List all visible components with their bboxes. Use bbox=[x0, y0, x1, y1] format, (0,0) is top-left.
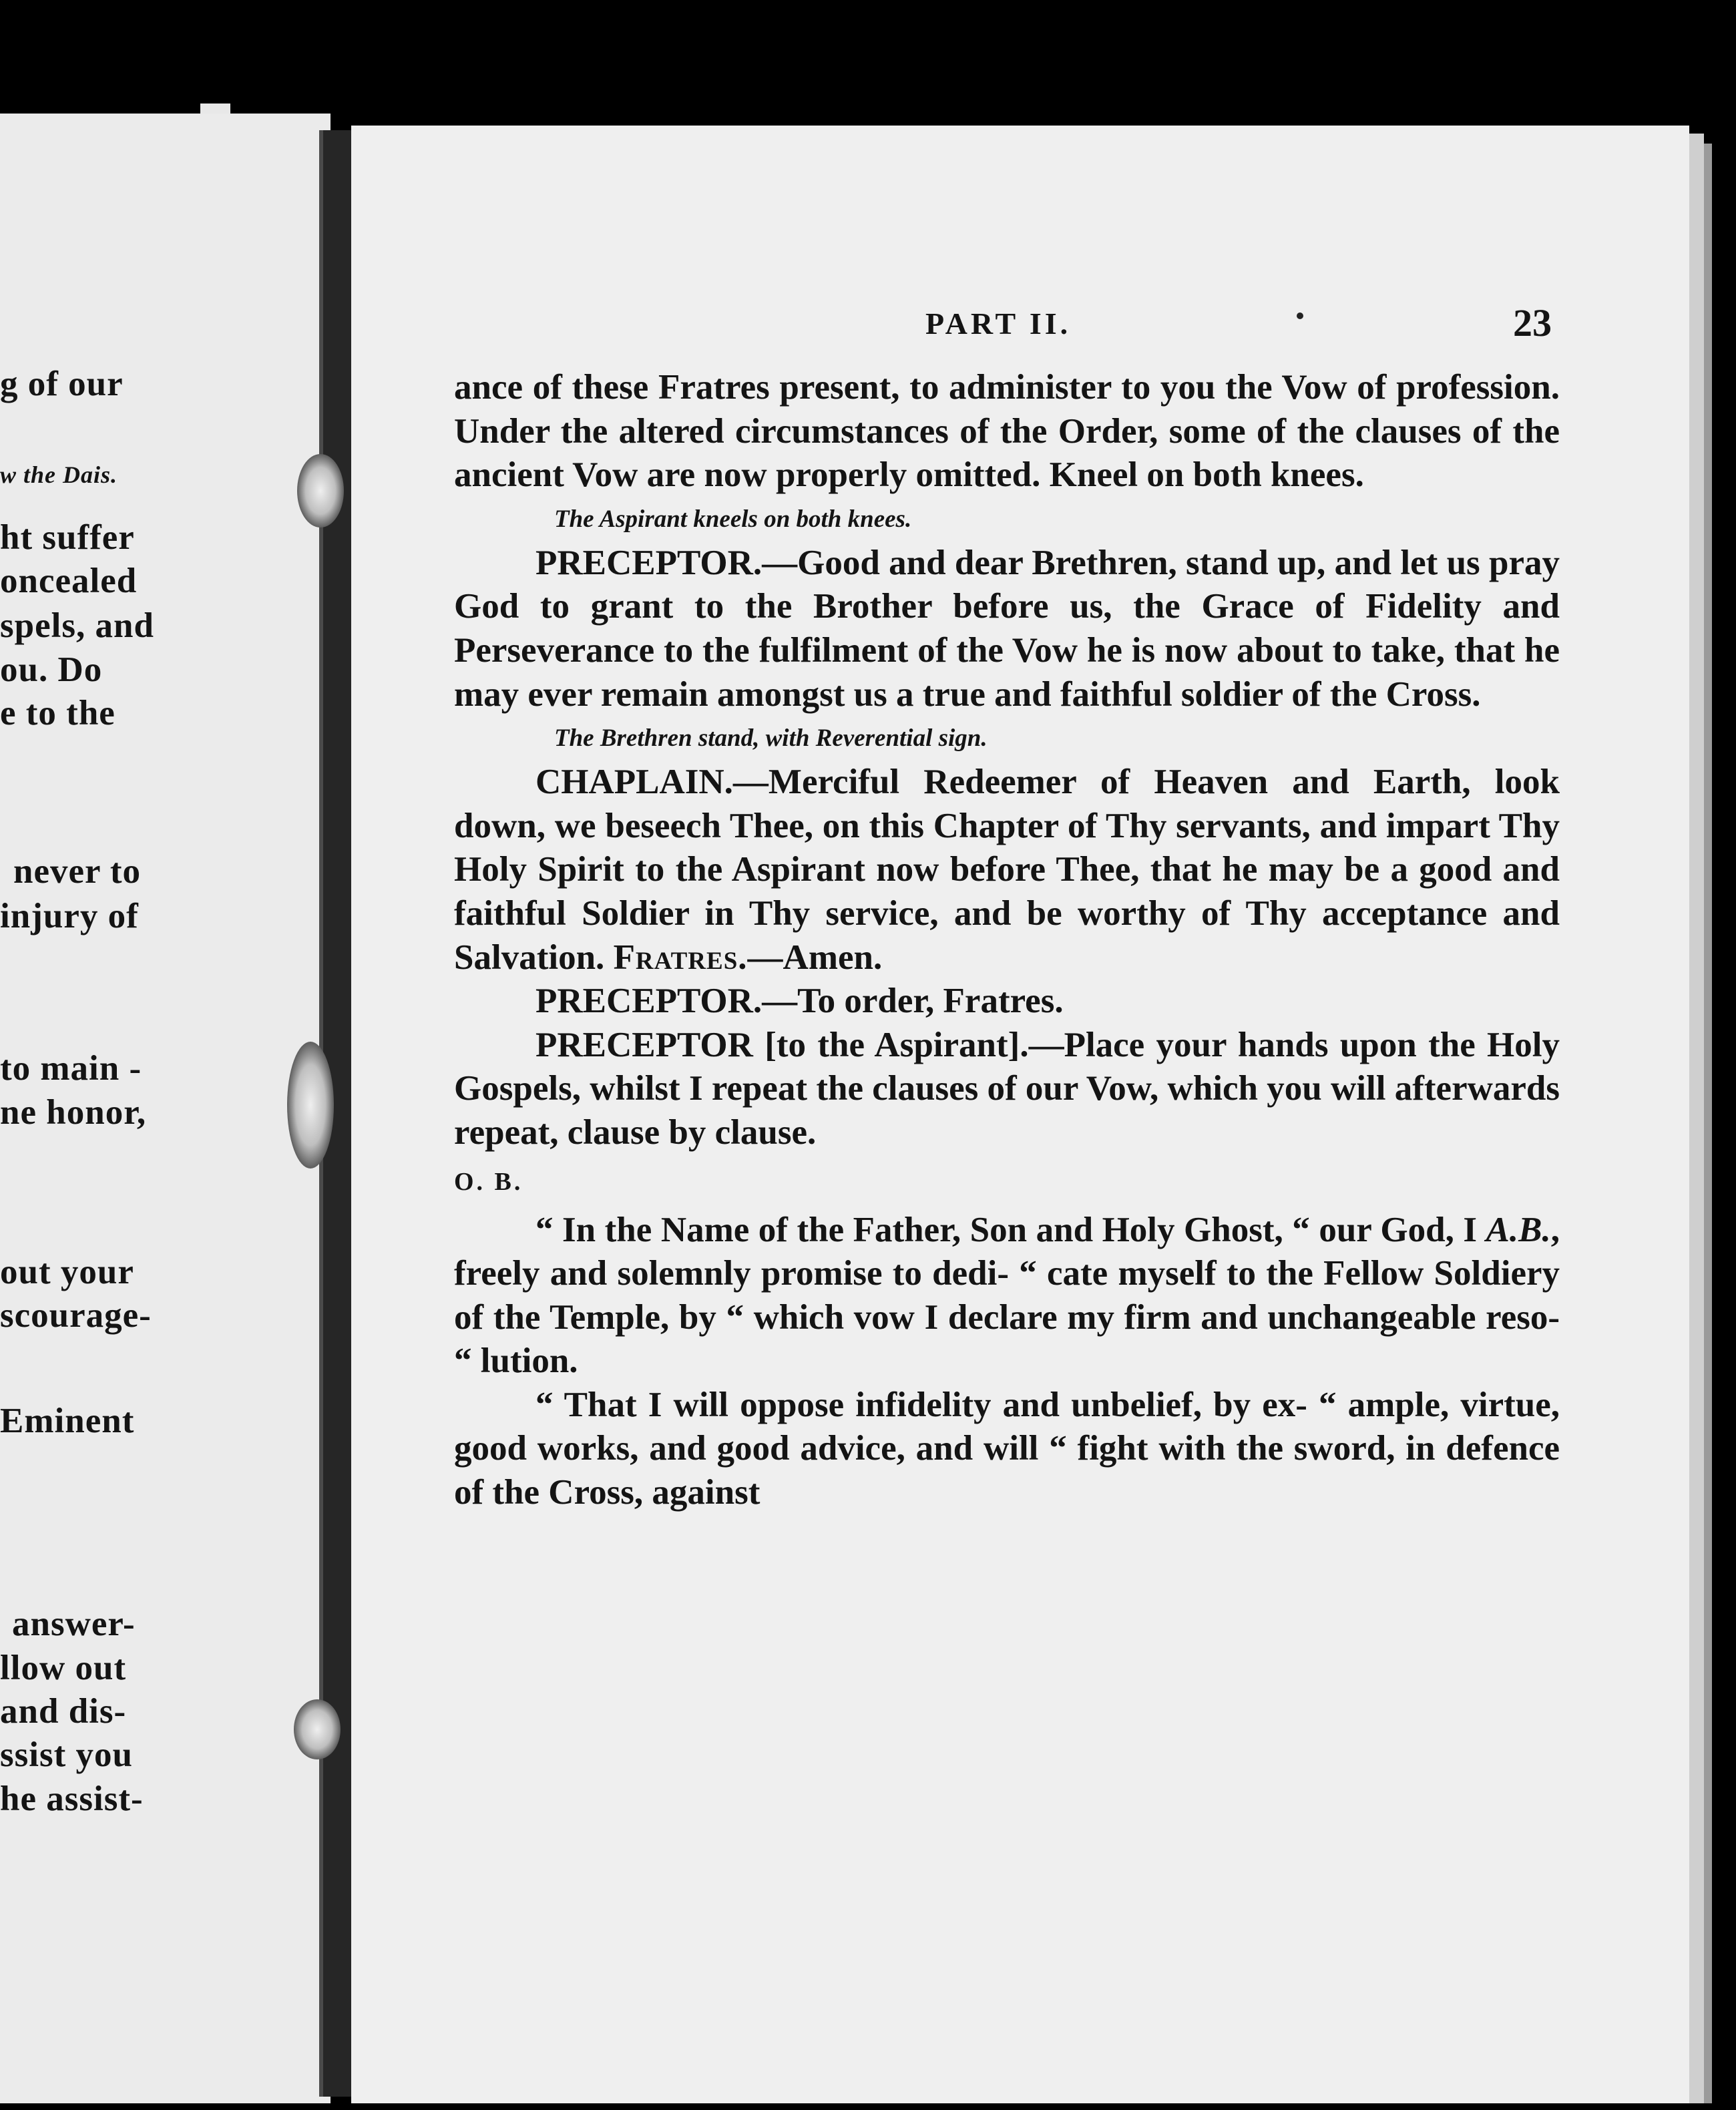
binding-thread bbox=[297, 454, 344, 528]
left-line: spels, and bbox=[0, 606, 154, 645]
left-line: e to the bbox=[0, 694, 116, 732]
vow-text: “ In the Name of the Father, Son and Holy Ghost, “ our God, I bbox=[535, 1210, 1478, 1249]
ob-heading: O. B. bbox=[454, 1167, 523, 1196]
binding-thread bbox=[287, 1042, 334, 1169]
binding-thread bbox=[294, 1699, 341, 1759]
preceptor-paragraph: PRECEPTOR.—Good and dear Brethren, stand up, and let us pray God to grant to the Brother before us, the Grace of Fidelity and Perseverance to the fulfilment of the Vow he is now about to take, that he may ever remain amongst us a true and faithful soldier of the Cross. bbox=[454, 543, 1560, 714]
left-line: ne honor, bbox=[0, 1093, 147, 1132]
paragraph-continuation: ance of these Fratres present, to administer to you the Vow of profession. Under the altered circumstances of the Order, some of the clauses of the ancient Vow are now properly omitted. Kneel on both knees. bbox=[454, 368, 1560, 495]
left-line: llow out bbox=[0, 1649, 127, 1687]
left-page bbox=[0, 114, 331, 2103]
left-line: out your bbox=[0, 1253, 134, 1291]
left-line: ou. Do bbox=[0, 650, 103, 689]
vow-name: A.B. bbox=[1486, 1210, 1551, 1249]
running-head: PART II. bbox=[925, 306, 1072, 341]
page-edge bbox=[1689, 134, 1704, 2103]
stage-direction: The Aspirant kneels on both knees. bbox=[554, 505, 912, 533]
left-line: ssist you bbox=[0, 1735, 133, 1774]
left-line: oncealed bbox=[0, 562, 138, 600]
vow-clause: “ That I will oppose infidelity and unbelief, by ex- “ ample, virtue, good works, and good advice, and will “ fight with the sword, in defence of the Cross, against bbox=[454, 1385, 1560, 1512]
stage-direction: The Brethren stand, with Reverential sign. bbox=[554, 724, 988, 753]
right-page bbox=[351, 126, 1689, 2103]
page-header bbox=[351, 301, 1689, 366]
preceptor-instruction: PRECEPTOR [to the Aspirant].—Place your hands upon the Holy Gospels, whilst I repeat the clauses of our Vow, which you will afterwards repeat, clause by clause. bbox=[454, 1025, 1560, 1152]
body-text bbox=[454, 366, 1560, 1515]
chaplain-paragraph bbox=[454, 761, 1560, 980]
page-number: 23 bbox=[1513, 301, 1552, 345]
preceptor-order: PRECEPTOR.—To order, Fratres. bbox=[535, 982, 1064, 1021]
left-line: and dis- bbox=[0, 1692, 127, 1731]
left-line: Eminent bbox=[0, 1402, 135, 1440]
vow-clause bbox=[454, 1209, 1560, 1384]
left-line: he assist- bbox=[0, 1779, 144, 1818]
page-edge-shadow bbox=[1704, 144, 1712, 2103]
left-line: ht suffer bbox=[0, 518, 135, 557]
left-line: to main - bbox=[0, 1049, 142, 1088]
left-line: never to bbox=[13, 852, 141, 891]
vow-text: , freely and solemnly promise to dedi- “ cate myself to the Fellow Soldiery of the Temple, by “ which vow I declare my firm and unchangeable reso- “ lution. bbox=[454, 1210, 1560, 1381]
left-line: w the Dais. bbox=[0, 461, 118, 488]
header-dot bbox=[1297, 312, 1303, 319]
left-line: injury of bbox=[0, 897, 139, 935]
chaplain-text: CHAPLAIN.—Merciful Redeemer of Heaven and Earth, look down, we beseech Thee, on this Chapter of Thy servants, and impart Thy Holy Spirit to the Aspirant now before Thee, that he may be a good and faithful Soldier in Thy service, and be worthy of Thy acceptance and Salvation. bbox=[454, 763, 1560, 977]
left-line: answer- bbox=[12, 1605, 136, 1643]
fratres-response: —Amen. bbox=[747, 937, 883, 977]
left-line: scourage- bbox=[0, 1296, 152, 1335]
fratres-speaker: Fratres. bbox=[613, 937, 748, 977]
left-line: g of our bbox=[0, 365, 124, 403]
